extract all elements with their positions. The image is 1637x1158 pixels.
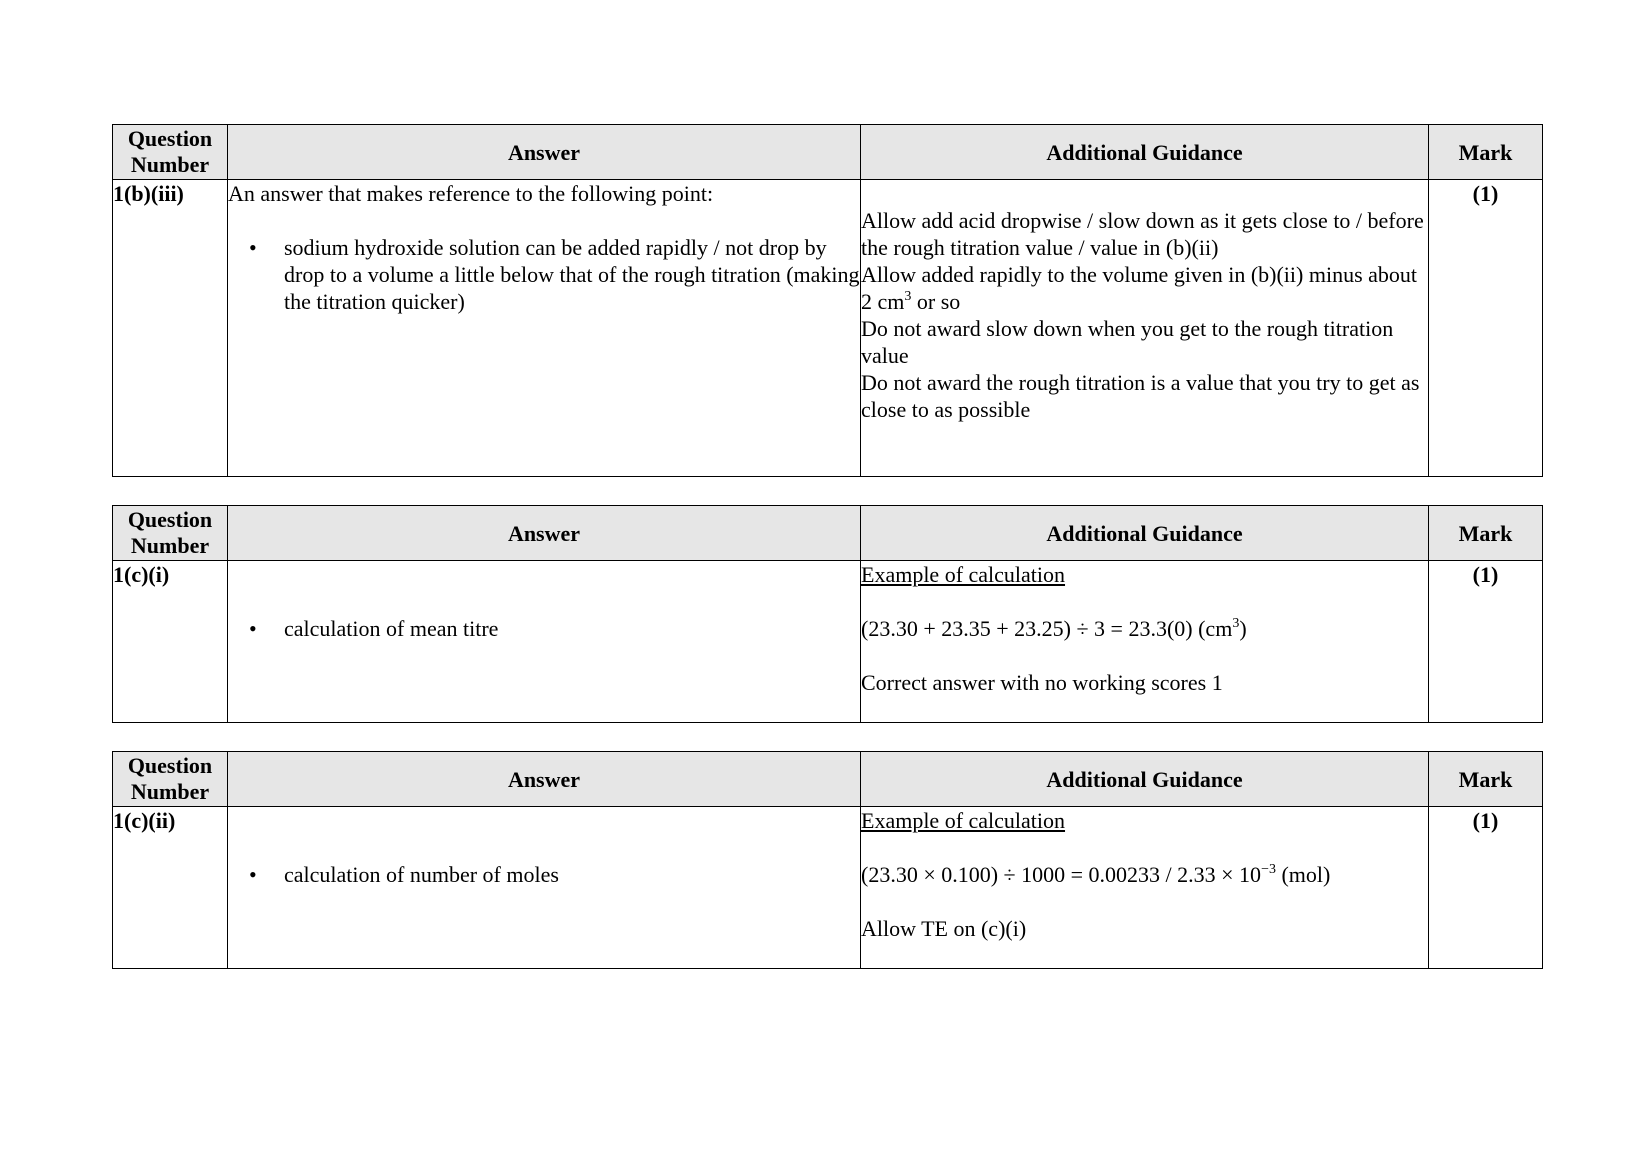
mark-scheme-table-1b-iii (112, 124, 1543, 477)
question-number-header: Question Number (113, 125, 228, 180)
mark-header: Mark (1429, 125, 1543, 180)
guidance-calculation: (23.30 + 23.35 + 23.25) ÷ 3 = 23.3(0) $(cm^3)$ (861, 616, 1247, 641)
guidance-cell (861, 561, 1429, 723)
answer-header: Answer (228, 752, 861, 807)
guidance-note: Correct answer with no working scores 1 (861, 670, 1223, 695)
guidance-line: Do not award slow down when you get to the rough titration value (861, 316, 1394, 368)
question-number-header: Question Number (113, 506, 228, 561)
table-row (113, 561, 1543, 723)
answer-point: • calculation of mean titre (284, 615, 860, 642)
header-row (113, 125, 1543, 180)
guidance-header: Additional Guidance (861, 752, 1429, 807)
guidance-header: Additional Guidance (861, 506, 1429, 561)
mark-scheme-table-1c-i (112, 505, 1543, 723)
answer-point: • sodium hydroxide solution can be added rapidly / not drop by drop to a volume a little below that of the rough titration (making the titration quicker) (284, 234, 860, 315)
answer-intro: An answer that makes reference to the following point: (228, 181, 714, 206)
answer-header: Answer (228, 125, 861, 180)
answer-cell (228, 807, 861, 969)
table-row (113, 807, 1543, 969)
mark-header: Mark (1429, 752, 1543, 807)
mark-value: (1) (1429, 180, 1543, 477)
guidance-line: Allow added rapidly to the volume given in (b)(ii) minus about 2 $cm^3$ or so (861, 262, 1418, 314)
guidance-line: Do not award the rough titration is a value that you try to get as close to as possible (861, 370, 1420, 422)
question-number-header: Question Number (113, 752, 228, 807)
guidance-heading: Example of calculation (861, 562, 1066, 587)
guidance-line: Allow add acid dropwise / slow down as it gets close to / before the rough titration value / value in (b)(ii) (861, 208, 1424, 260)
question-number: 1(b)(iii) (113, 180, 228, 477)
guidance-header: Additional Guidance (861, 125, 1429, 180)
mark-header: Mark (1429, 506, 1543, 561)
header-row (113, 752, 1543, 807)
question-number: 1(c)(i) (113, 561, 228, 723)
guidance-cell (861, 180, 1429, 477)
guidance-note: Allow TE on (c)(i) (861, 916, 1027, 941)
guidance-cell (861, 807, 1429, 969)
guidance-heading: Example of calculation (861, 808, 1066, 833)
mark-value: (1) (1429, 807, 1543, 969)
answer-header: Answer (228, 506, 861, 561)
answer-cell (228, 561, 861, 723)
answer-cell (228, 180, 861, 477)
mark-value: (1) (1429, 561, 1543, 723)
mark-scheme-table-1c-ii (112, 751, 1543, 969)
question-number: 1(c)(ii) (113, 807, 228, 969)
answer-point: • calculation of number of moles (284, 861, 860, 888)
header-row (113, 506, 1543, 561)
guidance-calculation: $(23.30 \times 0.100) \div 1000 = 0.00233 / 2.33 \times 10^{-3}$ (mol) (861, 862, 1331, 887)
table-row (113, 180, 1543, 477)
